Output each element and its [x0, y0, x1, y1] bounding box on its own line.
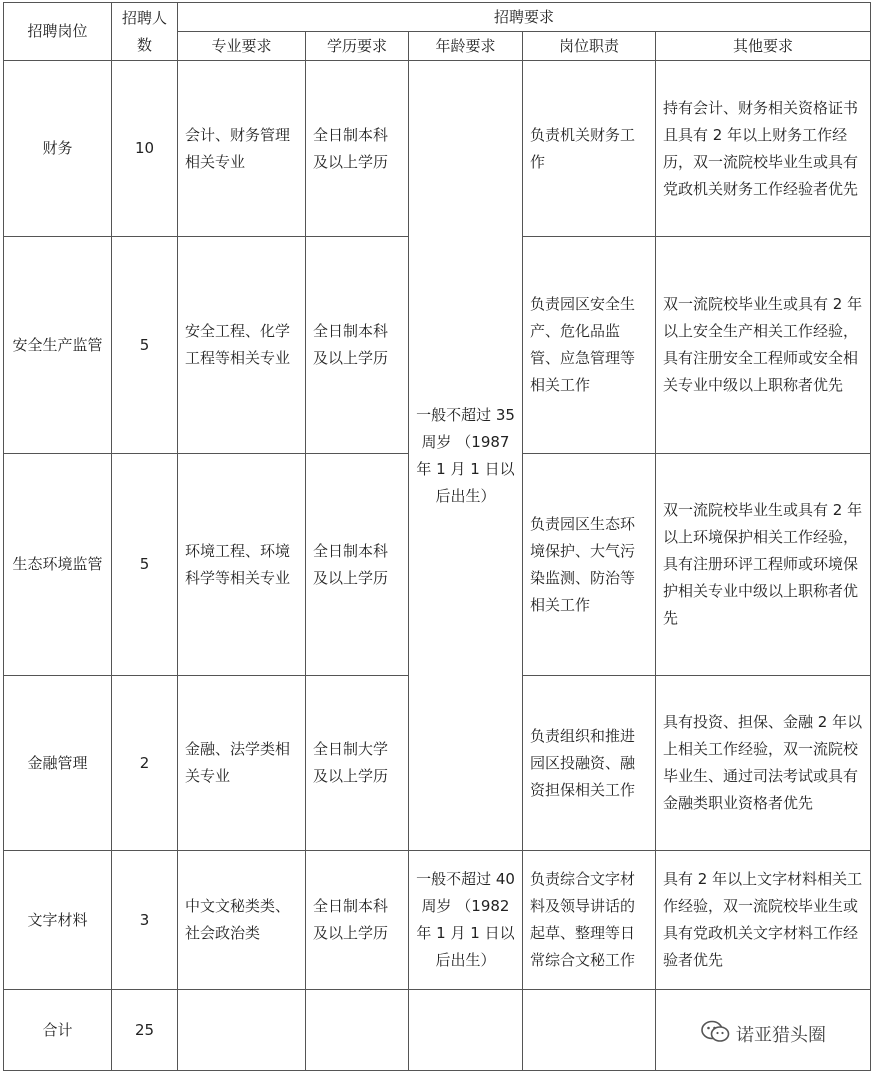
major-cell: 金融、法学类相关专业 [178, 676, 306, 851]
total-count: 25 [112, 990, 178, 1071]
duty-cell: 负责组织和推进园区投融资、融资担保相关工作 [523, 676, 656, 851]
position-cell: 金融管理 [4, 676, 112, 851]
other-cell: 持有会计、财务相关资格证书且具有 2 年以上财务工作经历，双一流院校毕业生或具有党政机关财务工作经验者优先 [656, 61, 871, 237]
other-cell: 双一流院校毕业生或具有 2 年以上环境保护相关工作经验，具有注册环评工程师或环境保护相关专业中级以上职称者优先 [656, 454, 871, 676]
other-cell: 双一流院校毕业生或具有 2 年以上安全生产相关工作经验，具有注册安全工程师或安全相关专业中级以上职称者优先 [656, 237, 871, 454]
major-cell: 会计、财务管理相关专业 [178, 61, 306, 237]
education-cell: 全日制本科及以上学历 [306, 851, 409, 990]
count-cell: 10 [112, 61, 178, 237]
header-major: 专业要求 [178, 32, 306, 61]
table-row [4, 61, 871, 237]
wechat-icon [700, 1019, 730, 1050]
count-cell: 5 [112, 454, 178, 676]
total-label: 合计 [4, 990, 112, 1071]
header-count: 招聘人数 [112, 3, 178, 61]
age-cell-shared: 一般不超过 35 周岁 （1987 年 1 月 1 日以后出生） [409, 61, 523, 851]
recruitment-table [3, 2, 871, 1071]
count-cell: 5 [112, 237, 178, 454]
education-cell: 全日制本科及以上学历 [306, 237, 409, 454]
education-cell: 全日制大学及以上学历 [306, 676, 409, 851]
header-position: 招聘岗位 [4, 3, 112, 61]
header-requirements: 招聘要求 [178, 3, 871, 32]
watermark-text: 诺亚猎头圈 [736, 1025, 826, 1046]
position-cell: 生态环境监管 [4, 454, 112, 676]
duty-cell: 负责园区安全生产、危化品监管、应急管理等相关工作 [523, 237, 656, 454]
header-other: 其他要求 [656, 32, 871, 61]
other-cell: 具有 2 年以上文字材料相关工作经验，双一流院校毕业生或具有党政机关文字材料工作经验者优先 [656, 851, 871, 990]
empty-cell [523, 990, 656, 1071]
count-cell: 2 [112, 676, 178, 851]
education-cell: 全日制本科及以上学历 [306, 454, 409, 676]
duty-cell: 负责机关财务工作 [523, 61, 656, 237]
watermark [700, 1018, 826, 1050]
position-cell: 安全生产监管 [4, 237, 112, 454]
header-duty: 岗位职责 [523, 32, 656, 61]
age-cell: 一般不超过 40 周岁 （1982 年 1 月 1 日以后出生） [409, 851, 523, 990]
education-cell: 全日制本科及以上学历 [306, 61, 409, 237]
empty-cell [409, 990, 523, 1071]
empty-cell [306, 990, 409, 1071]
major-cell: 中文文秘类类、社会政治类 [178, 851, 306, 990]
header-age: 年龄要求 [409, 32, 523, 61]
major-cell: 安全工程、化学工程等相关专业 [178, 237, 306, 454]
major-cell: 环境工程、环境科学等相关专业 [178, 454, 306, 676]
other-cell: 具有投资、担保、金融 2 年以上相关工作经验，双一流院校毕业生、通过司法考试或具有金融类职业资格者优先 [656, 676, 871, 851]
header-education: 学历要求 [306, 32, 409, 61]
position-cell: 财务 [4, 61, 112, 237]
empty-cell [178, 990, 306, 1071]
position-cell: 文字材料 [4, 851, 112, 990]
count-cell: 3 [112, 851, 178, 990]
duty-cell: 负责园区生态环境保护、大气污染监测、防治等相关工作 [523, 454, 656, 676]
table-row [4, 851, 871, 990]
duty-cell: 负责综合文字材料及领导讲话的起草、整理等日常综合文秘工作 [523, 851, 656, 990]
